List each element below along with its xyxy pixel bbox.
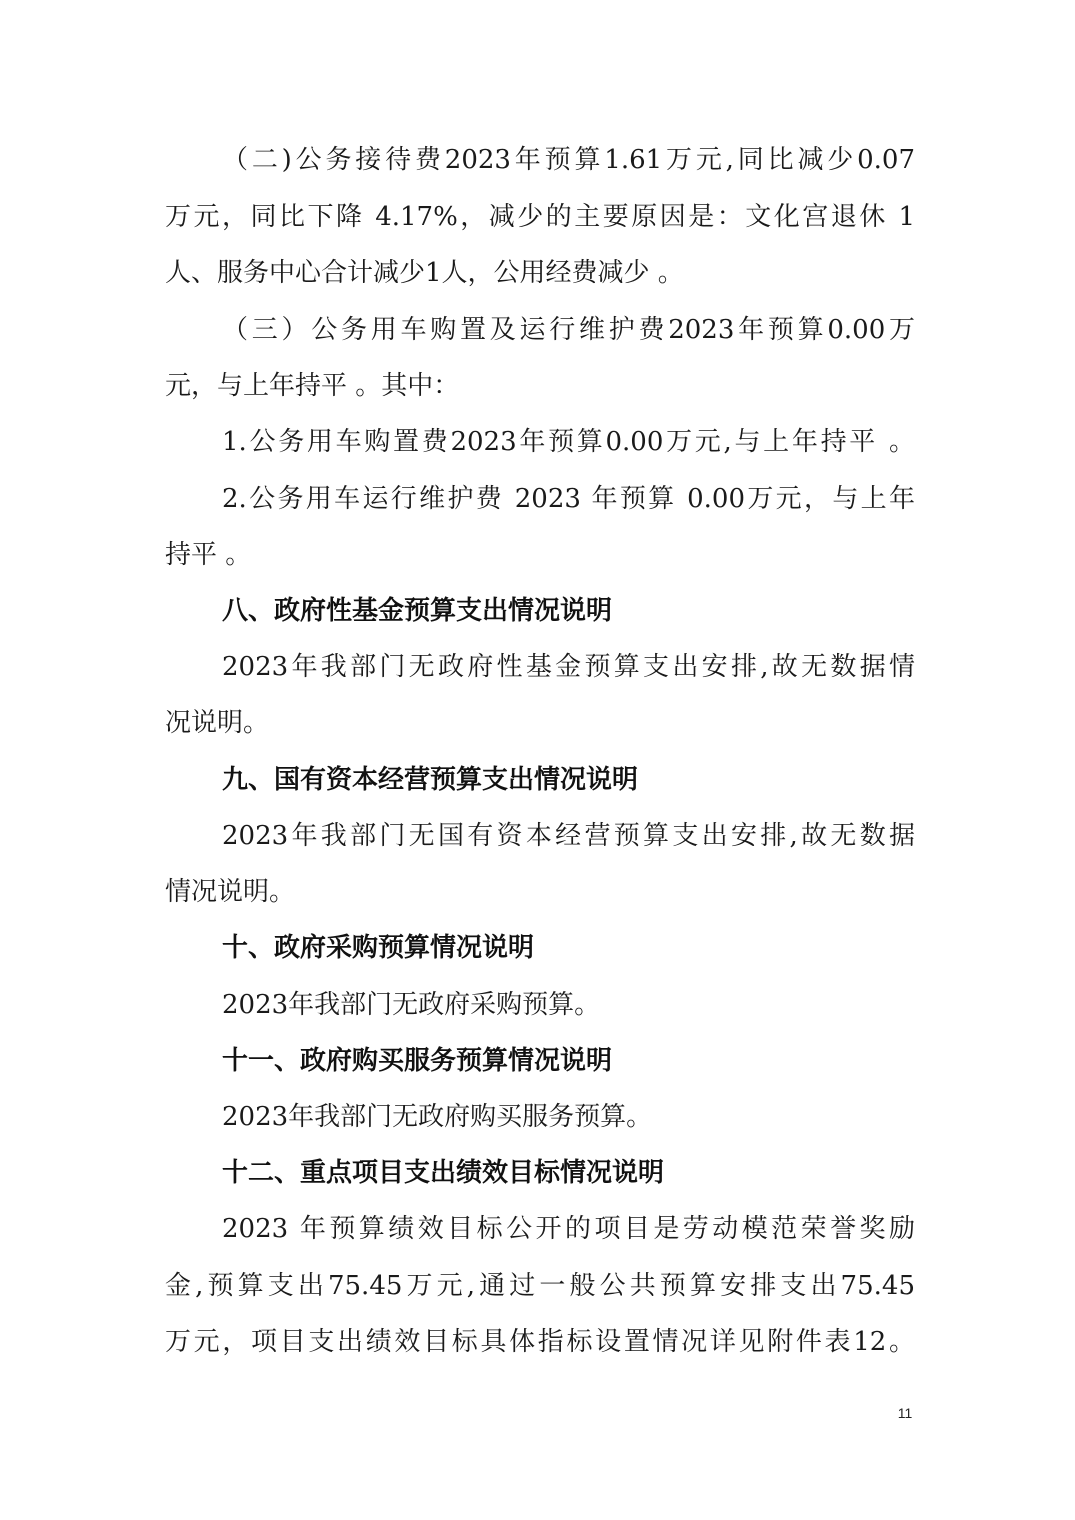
paragraph-line: 2023年我部门无国有资本经营预算支出安排,故无数据 — [222, 821, 915, 851]
paragraph-line: （三）公务用车购置及运行维护费2023年预算0.00万 — [222, 315, 915, 345]
paragraph-line: 持平 。 — [165, 540, 252, 570]
section-heading: 九、国有资本经营预算支出情况说明 — [222, 765, 639, 795]
paragraph-line: 万元，项目支出绩效目标具体指标设置情况详见附件表12。 — [165, 1327, 915, 1357]
paragraph-line: 2023年我部门无政府采购预算。 — [222, 990, 601, 1020]
section-heading: 八、政府性基金预算支出情况说明 — [222, 596, 613, 626]
paragraph-line: 元，与上年持平 。其中： — [165, 371, 460, 401]
paragraph-line: 人、服务中心合计减少1人，公用经费减少 。 — [165, 258, 684, 288]
section-heading: 十二、重点项目支出绩效目标情况说明 — [222, 1158, 665, 1188]
list-item: 1.公务用车购置费2023年预算0.00万元,与上年持平 。 — [222, 427, 915, 457]
paragraph-line: 情况说明。 — [165, 877, 296, 907]
paragraph-line: 2023 年预算绩效目标公开的项目是劳动模范荣誉奖励 — [222, 1214, 915, 1244]
list-item: 2.公务用车运行维护费 2023 年预算 0.00万元，与上年 — [222, 484, 915, 514]
paragraph-line: （二)公务接待费2023年预算1.61万元,同比减少0.07 — [222, 145, 915, 175]
paragraph-line: 万元，同比下降 4.17%，减少的主要原因是：文化宫退休 1 — [165, 202, 915, 232]
paragraph-line: 况说明。 — [165, 708, 270, 738]
paragraph-line: 金,预算支出75.45万元,通过一般公共预算安排支出75.45 — [165, 1271, 915, 1301]
page-number: 11 — [897, 1405, 913, 1421]
section-heading: 十、政府采购预算情况说明 — [222, 933, 535, 963]
paragraph-line: 2023年我部门无政府购买服务预算。 — [222, 1102, 653, 1132]
paragraph-line: 2023年我部门无政府性基金预算支出安排,故无数据情 — [222, 652, 915, 682]
section-heading: 十一、政府购买服务预算情况说明 — [222, 1046, 613, 1076]
